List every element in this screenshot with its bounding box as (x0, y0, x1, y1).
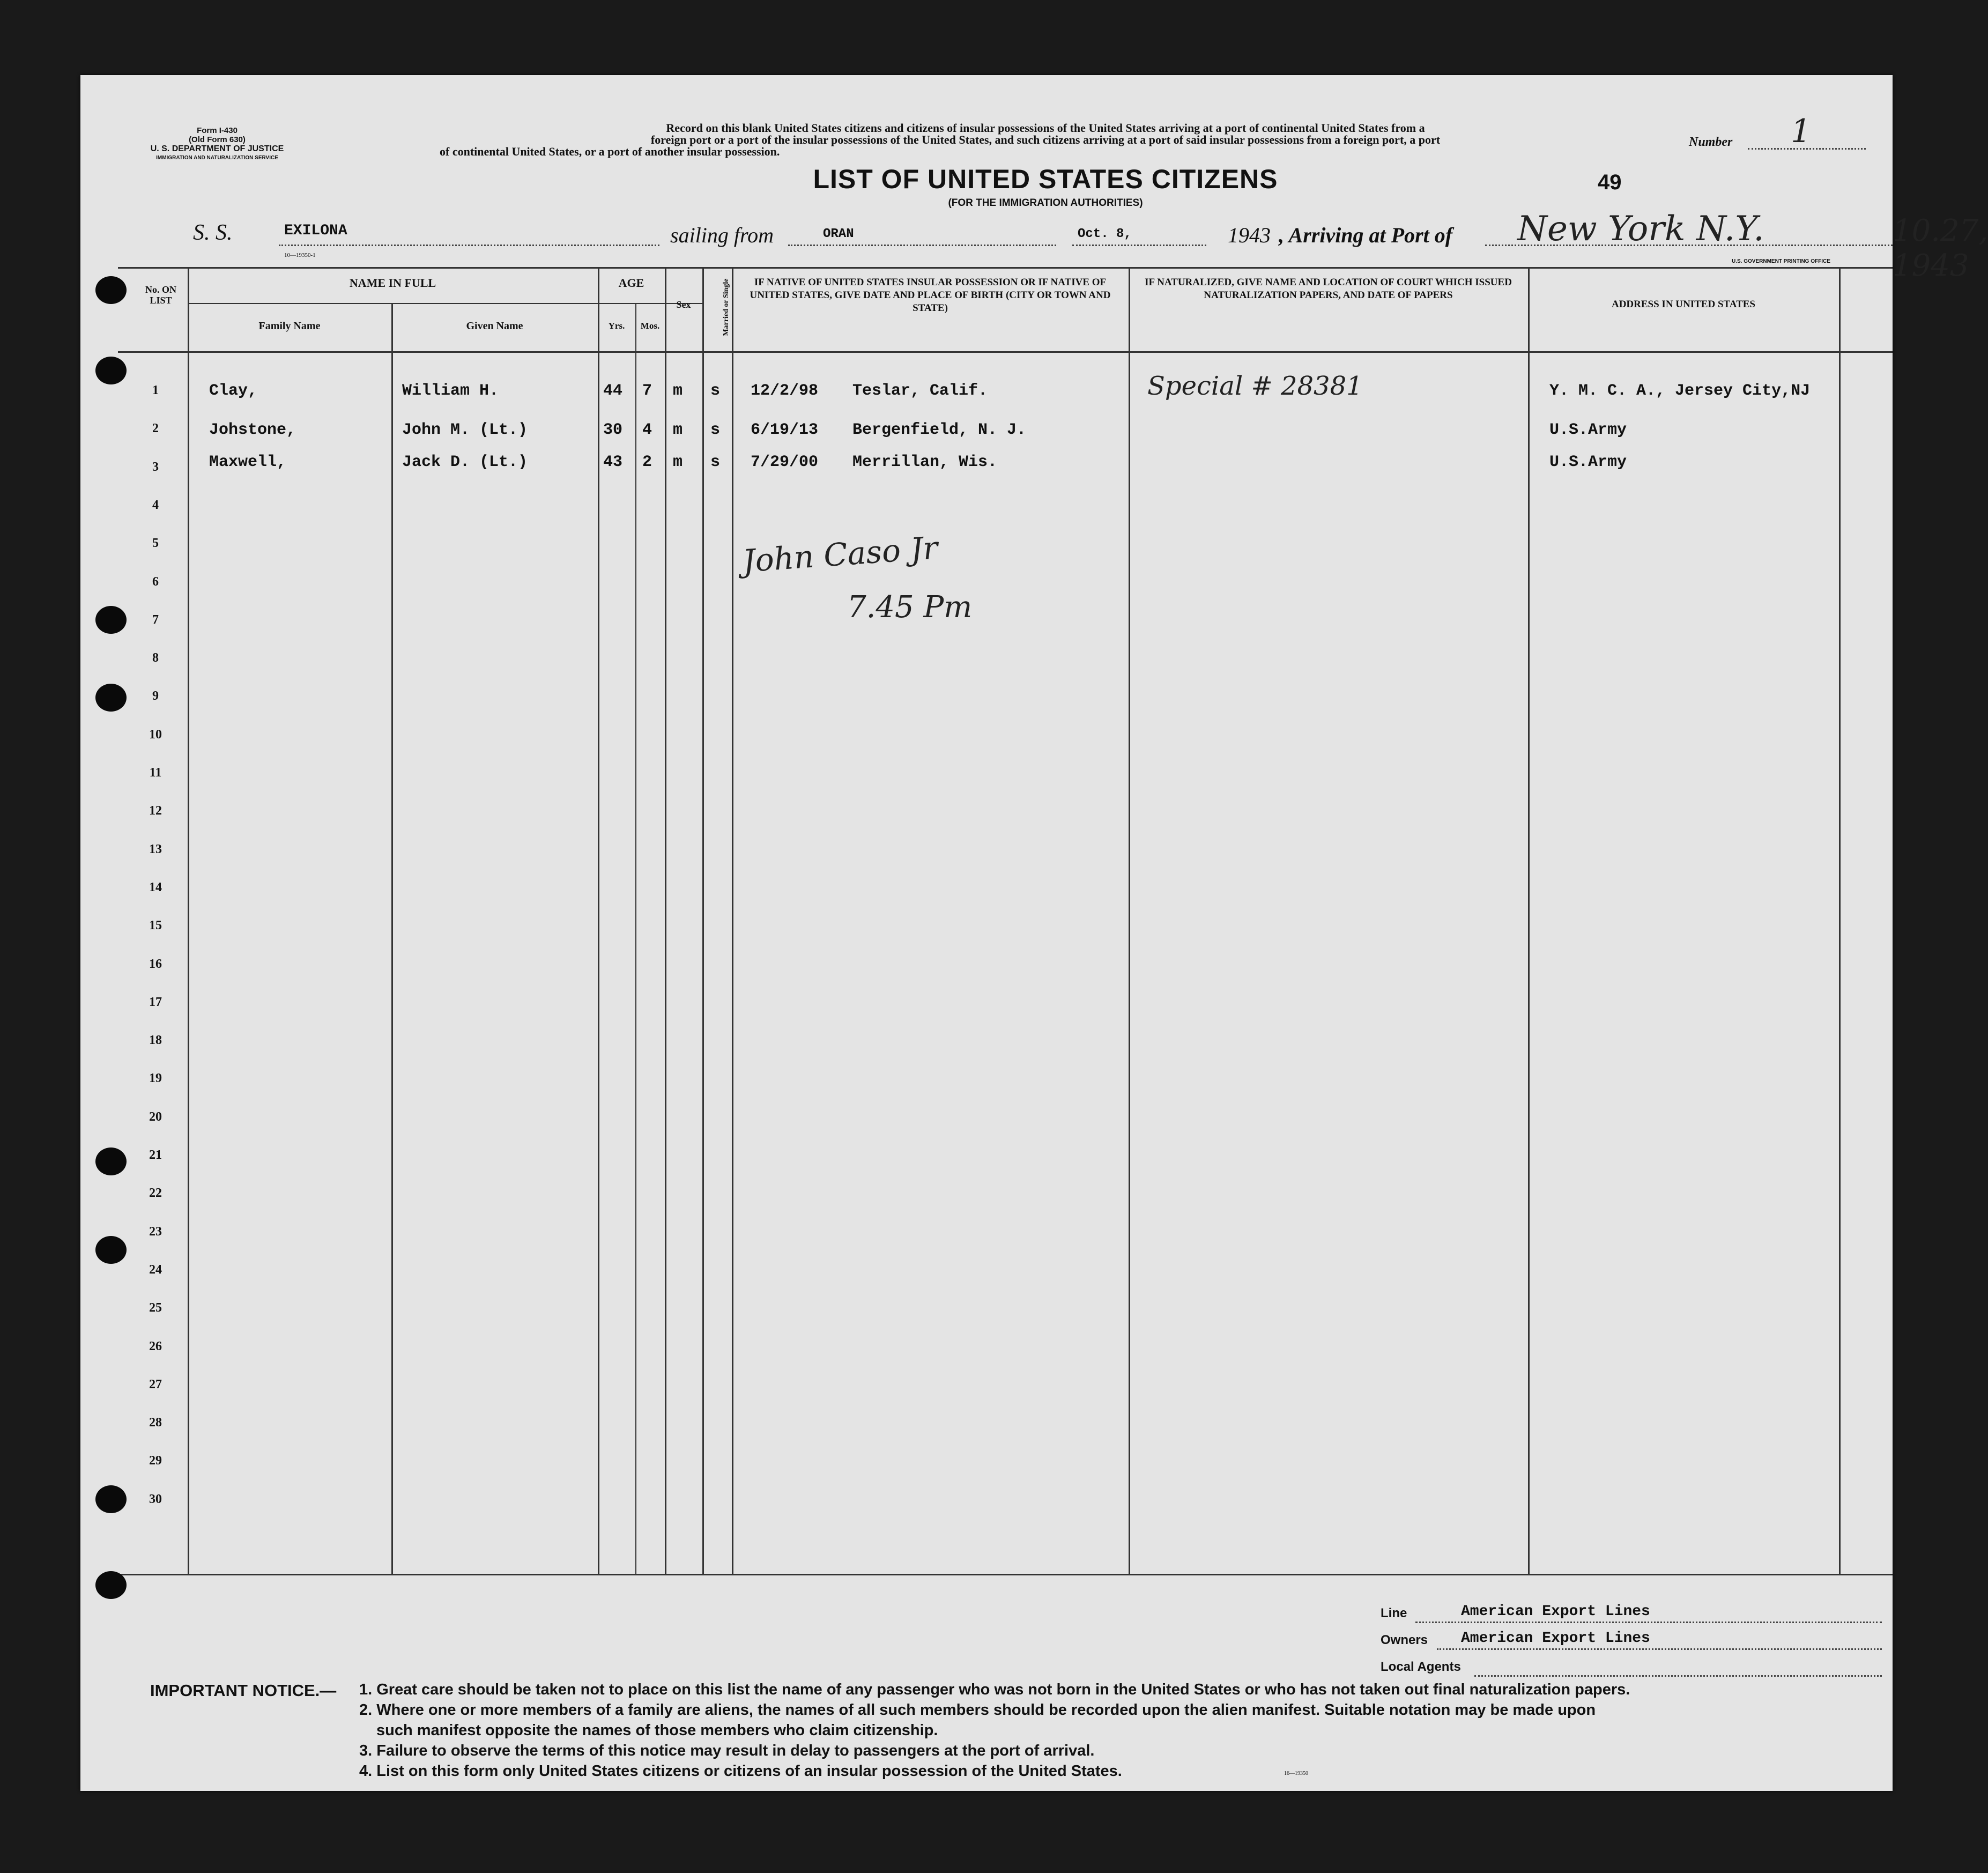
row-number: 18 (149, 1033, 162, 1048)
agents-label: Local Agents (1381, 1660, 1461, 1674)
col-divider (665, 267, 666, 1575)
col-head-yrs: Yrs. (608, 321, 625, 331)
service-name: IMMIGRATION AND NATURALIZATION SERVICE (156, 155, 278, 161)
ship-name: EXILONA (284, 223, 347, 239)
line-underline (1415, 1619, 1882, 1623)
sex-cell: m (673, 453, 683, 471)
print-code-left: 10—19350-1 (284, 252, 316, 258)
row-number: 23 (149, 1224, 162, 1239)
signature-time: 7.45 Pm (847, 590, 973, 625)
row-number: 5 (152, 536, 159, 551)
row-number: 8 (152, 651, 159, 665)
line-value: American Export Lines (1461, 1603, 1650, 1620)
row-number: 3 (152, 460, 159, 474)
notice-item: 2. Where one or more members of a family are aliens, the names of all such members should be recorded upon the alien manifest. Suitable notation may be made upon (359, 1701, 1596, 1719)
arrival-date: 10.27, 1943 (1893, 213, 1988, 283)
given-name-cell: William H. (402, 382, 499, 400)
col-head-family: Family Name (258, 320, 321, 332)
col-head-birth: IF NATIVE OF UNITED STATES INSULAR POSSESSION OR IF NATIVE OF UNITED STATES, GIVE DATE AND PLACE OF BIRTH (CITY OR TOWN AND STATE) (750, 277, 1111, 314)
col-divider (635, 303, 636, 1575)
sailing-date: Oct. 8, (1078, 227, 1132, 241)
row-number: 4 (152, 498, 159, 512)
table-header-rule (118, 351, 1893, 353)
row-number: 9 (152, 689, 159, 704)
row-number: 12 (149, 804, 162, 818)
owners-label: Owners (1381, 1633, 1428, 1647)
arriving-label: , Arriving at Port of (1279, 223, 1453, 247)
given-name-cell: Jack D. (Lt.) (402, 453, 528, 471)
marital-cell: s (710, 453, 721, 471)
col-divider (598, 267, 599, 1575)
ship-line (279, 242, 659, 246)
col-divider (1528, 267, 1530, 1575)
instruction-line: of continental United States, or a port of another insular possession. (440, 145, 780, 158)
age-years-cell: 43 (603, 453, 623, 471)
punch-hole (95, 1485, 127, 1513)
birth-date-cell: 7/29/00 (751, 453, 819, 471)
birth-place-cell: Bergenfield, N. J. (852, 421, 1027, 439)
family-name-cell: Johstone, (209, 421, 296, 439)
table-bottom-rule (118, 1574, 1893, 1575)
family-name-cell: Clay, (209, 382, 258, 400)
print-code-bottom: 16—19350 (1284, 1771, 1308, 1776)
row-number: 11 (149, 766, 162, 780)
address-cell: U.S.Army (1549, 421, 1627, 439)
instruction-line: foreign port or a port of the insular possessions of the United States, and such citizens arriving at a port of said insular possessions from a foreign port, a port (650, 133, 1441, 146)
inspector-signature: John Caso Jr (741, 529, 939, 580)
row-number: 16 (149, 957, 162, 971)
instruction-block (413, 122, 1678, 158)
page-number: 49 (1598, 171, 1622, 194)
family-name-cell: Maxwell, (209, 453, 287, 471)
col-head-naturalized: IF NATURALIZED, GIVE NAME AND LOCATION OF COURT WHICH ISSUED NATURALIZATION PAPERS, AND DATE OF PAPERS (1145, 277, 1512, 301)
row-number: 7 (152, 612, 159, 627)
birth-place-cell: Merrillan, Wis. (852, 453, 998, 471)
punch-hole (95, 276, 127, 304)
form-identifier (150, 126, 284, 162)
ss-label: S. S. (193, 220, 233, 245)
table-top-rule (118, 267, 1893, 269)
row-number: 6 (152, 574, 159, 589)
row-number: 2 (152, 421, 159, 436)
birth-date-cell: 12/2/98 (751, 382, 819, 400)
instruction-line: Record on this blank United States citizens and citizens of insular possessions of the United States arriving at a port of continental United States from a (666, 121, 1425, 135)
col-divider (1129, 267, 1130, 1575)
row-number: 30 (149, 1492, 162, 1506)
birth-date-cell: 6/19/13 (751, 421, 819, 439)
from-line (788, 242, 1056, 246)
col-divider (391, 303, 393, 1575)
sailing-year: 1943 (1228, 223, 1271, 247)
owners-underline (1437, 1646, 1882, 1650)
row-number: 20 (149, 1109, 162, 1124)
col-head-no: No. ON LIST (145, 284, 176, 306)
col-head-name: NAME IN FULL (349, 276, 436, 290)
row-number: 25 (149, 1301, 162, 1315)
punch-hole (95, 357, 127, 384)
marital-cell: s (710, 421, 721, 439)
number-value: 1 (1791, 113, 1812, 150)
punch-hole (95, 606, 127, 634)
arrival-port: New York N.Y. (1517, 209, 1764, 249)
birth-place-cell: Teslar, Calif. (852, 382, 988, 400)
address-cell: U.S.Army (1549, 453, 1627, 471)
old-form-number: (Old Form 630) (189, 135, 246, 144)
age-years-cell: 44 (603, 382, 623, 400)
col-head-sex: Sex (676, 299, 691, 310)
notice-heading: IMPORTANT NOTICE.— (150, 1681, 337, 1700)
punch-hole (95, 684, 127, 712)
row-number: 21 (149, 1148, 162, 1162)
row-number: 13 (149, 842, 162, 856)
col-head-address: ADDRESS IN UNITED STATES (1611, 299, 1755, 310)
row-number: 10 (149, 727, 162, 742)
date-line (1072, 242, 1206, 246)
col-divider (702, 267, 704, 1575)
row-number: 14 (149, 880, 162, 894)
row-number: 1 (152, 383, 159, 397)
notice-item: 4. List on this form only United States citizens or citizens of an insular possession of the United States. (359, 1763, 1122, 1780)
sex-cell: m (673, 382, 683, 400)
sailing-label: sailing from (670, 223, 774, 247)
row-number: 24 (149, 1262, 162, 1277)
marital-cell: s (710, 382, 721, 400)
owners-value: American Export Lines (1461, 1630, 1650, 1647)
col-head-mos: Mos. (640, 321, 660, 331)
naturalization-cell: Special # 28381 (1147, 371, 1363, 401)
age-months-cell: 7 (642, 382, 652, 400)
notice-item: 3. Failure to observe the terms of this notice may result in delay to passengers at the port of arrival. (359, 1742, 1095, 1759)
col-head-married: Married or Single (722, 278, 730, 336)
line-label: Line (1381, 1606, 1407, 1620)
form-number: Form I-430 (197, 126, 238, 135)
address-cell: Y. M. C. A., Jersey City,NJ (1549, 382, 1811, 400)
given-name-cell: John M. (Lt.) (402, 421, 528, 439)
form-subtitle: (FOR THE IMMIGRATION AUTHORITIES) (948, 197, 1143, 209)
col-head-given: Given Name (466, 320, 523, 332)
row-number: 22 (149, 1186, 162, 1201)
punch-hole (95, 1148, 127, 1175)
form-title: LIST OF UNITED STATES CITIZENS (813, 164, 1278, 194)
port-from: ORAN (823, 227, 854, 241)
print-code-right: U.S. GOVERNMENT PRINTING OFFICE (1732, 258, 1830, 264)
col-head-age: AGE (618, 276, 644, 290)
row-number: 26 (149, 1339, 162, 1353)
notice-item: 1. Great care should be taken not to place on this list the name of any passenger who was not born in the United States or who has not taken out final naturalization papers. (359, 1681, 1630, 1698)
age-months-cell: 4 (642, 421, 652, 439)
row-number: 27 (149, 1377, 162, 1391)
punch-hole (95, 1571, 127, 1599)
age-years-cell: 30 (603, 421, 623, 439)
notice-item: such manifest opposite the names of those members who claim citizenship. (376, 1722, 938, 1739)
form-sheet (80, 75, 1988, 1791)
age-months-cell: 2 (642, 453, 652, 471)
row-number: 17 (149, 995, 162, 1009)
punch-hole (95, 1236, 127, 1264)
col-divider (732, 267, 733, 1575)
sex-cell: m (673, 421, 683, 439)
row-number: 19 (149, 1071, 162, 1086)
col-divider (1839, 267, 1841, 1575)
agents-underline (1474, 1673, 1882, 1677)
col-divider (188, 267, 189, 1575)
number-label: Number (1689, 135, 1733, 149)
department-name: U. S. DEPARTMENT OF JUSTICE (150, 144, 284, 153)
row-number: 28 (149, 1416, 162, 1430)
row-number: 15 (149, 919, 162, 933)
row-number: 29 (149, 1454, 162, 1468)
